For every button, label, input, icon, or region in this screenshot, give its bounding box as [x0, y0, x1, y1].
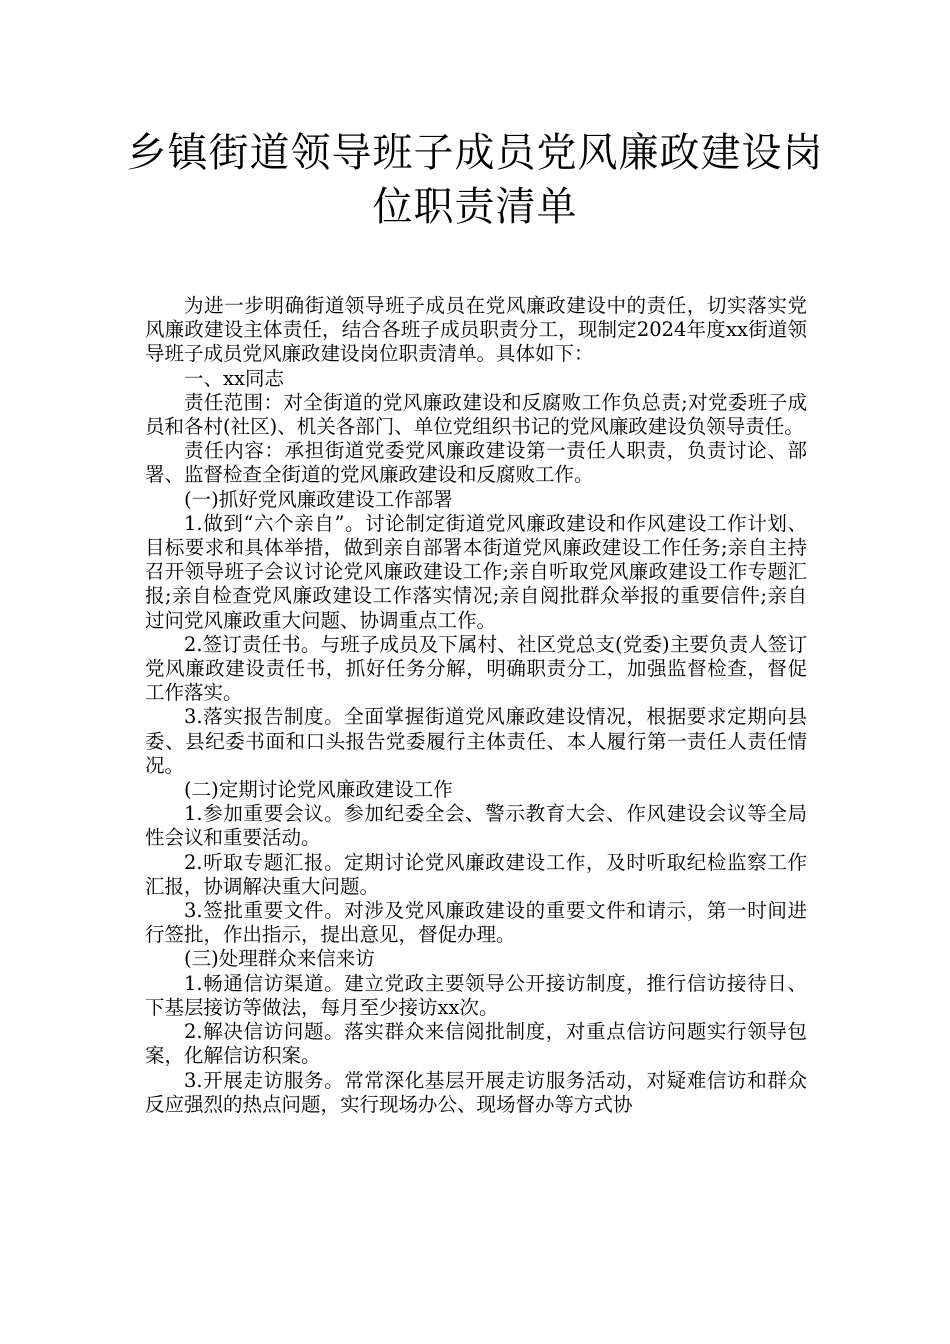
- paragraph-intro: 为进一步明确街道领导班子成员在党风廉政建设中的责任，切实落实党风廉政建设主体责任，结合各班子成员职责分工，现制定2024年度xx街道领导班子成员党风廉政建设岗位职责清单。具体如下：: [145, 294, 807, 366]
- paragraph-item: 3.落实报告制度。全面掌握街道党风廉政建设情况，根据要求定期向县委、县纪委书面和口头报告党委履行主体责任、本人履行第一责任人责任情况。: [145, 705, 807, 777]
- paragraph-content: 责任内容：承担街道党委党风廉政建设第一责任人职责，负责讨论、部署、监督检查全街道的党风廉政建设和反腐败工作。: [145, 439, 807, 487]
- paragraph-item: 3.签批重要文件。对涉及党风廉政建设的重要文件和请示，第一时间进行签批，作出指示，提出意见，督促办理。: [145, 899, 807, 947]
- title-line-2: 位职责清单: [372, 184, 578, 230]
- paragraph-scope: 责任范围：对全街道的党风廉政建设和反腐败工作负总责;对党委班子成员和各村(社区)、机关各部门、单位党组织书记的党风廉政建设负领导责任。: [145, 390, 807, 439]
- section-heading-member: 一、xx同志: [184, 366, 284, 390]
- paragraph-item: 1.做到“六个亲自”。讨论制定街道党风廉政建设和作风建设工作计划、目标要求和具体举措，做到亲自部署本街道党风廉政建设工作任务;亲自主持召开领导班子会议讨论党风廉政建设工作;亲自听取党风廉政建设工作专题汇报;亲自检查党风廉政建设工作落实情况;亲自阅批群众举报的重要信件;亲自过问党风廉政重大问题、协调重点工作。: [145, 511, 807, 632]
- subsection-heading-1: (一)抓好党风廉政建设工作部署: [184, 487, 453, 511]
- paragraph-item: 2.解决信访问题。落实群众来信阅批制度，对重点信访问题实行领导包案，化解信访积案。: [145, 1020, 807, 1068]
- paragraph-item: 3.开展走访服务。常常深化基层开展走访服务活动，对疑难信访和群众反应强烈的热点问题，实行现场办公、现场督办等方式协: [145, 1068, 807, 1116]
- document-body: [145, 294, 807, 1117]
- paragraph-item: 1.畅通信访渠道。建立党政主要领导公开接访制度，推行信访接待日、下基层接访等做法，每月至少接访xx次。: [145, 971, 807, 1019]
- subsection-heading-3: (三)处理群众来信来访: [184, 947, 375, 971]
- title-line-1: 乡镇街道领导班子成员党风廉政建设岗: [126, 130, 824, 176]
- document-title: [120, 126, 830, 234]
- paragraph-item: 1.参加重要会议。参加纪委全会、警示教育大会、作风建设会议等全局性会议和重要活动。: [145, 802, 807, 850]
- paragraph-item: 2.签订责任书。与班子成员及下属村、社区党总支(党委)主要负责人签订党风廉政建设责任书，抓好任务分解，明确职责分工，加强监督检查，督促工作落实。: [145, 632, 807, 705]
- subsection-heading-2: (二)定期讨论党风廉政建设工作: [184, 778, 453, 802]
- paragraph-item: 2.听取专题汇报。定期讨论党风廉政建设工作，及时听取纪检监察工作汇报，协调解决重大问题。: [145, 850, 807, 898]
